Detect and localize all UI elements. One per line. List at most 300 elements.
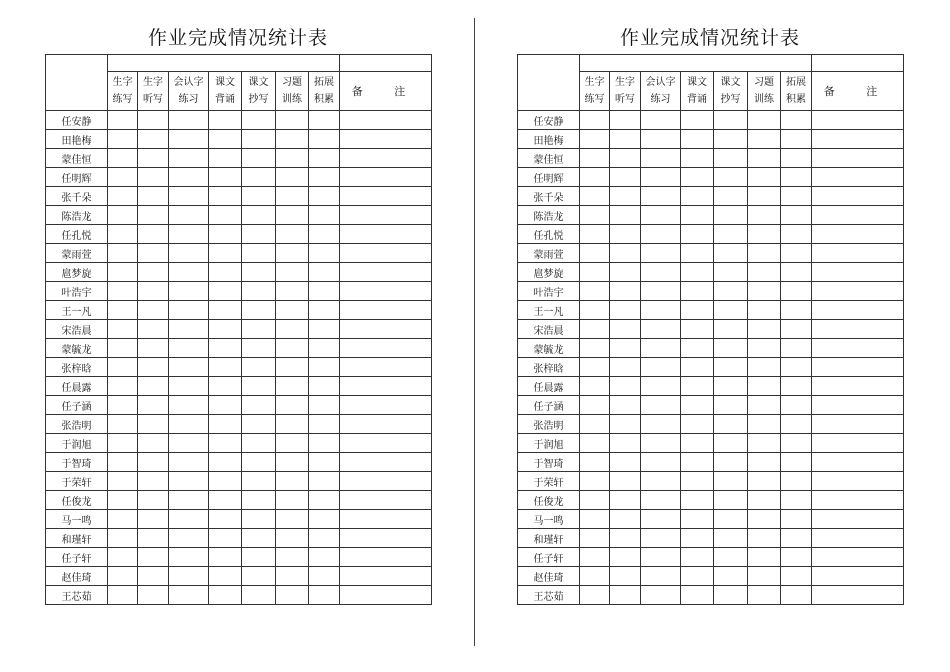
score-cell[interactable] bbox=[641, 263, 681, 282]
score-cell[interactable] bbox=[781, 225, 812, 244]
score-cell[interactable] bbox=[714, 453, 748, 472]
score-cell[interactable] bbox=[242, 339, 276, 358]
remark-cell[interactable] bbox=[340, 320, 432, 339]
score-cell[interactable] bbox=[580, 472, 610, 491]
score-cell[interactable] bbox=[681, 282, 714, 301]
score-cell[interactable] bbox=[781, 149, 812, 168]
score-cell[interactable] bbox=[169, 415, 209, 434]
score-cell[interactable] bbox=[276, 263, 309, 282]
score-cell[interactable] bbox=[209, 396, 242, 415]
remark-cell[interactable] bbox=[812, 453, 904, 472]
score-cell[interactable] bbox=[309, 529, 340, 548]
score-cell[interactable] bbox=[242, 415, 276, 434]
score-cell[interactable] bbox=[610, 586, 641, 605]
score-cell[interactable] bbox=[108, 529, 138, 548]
score-cell[interactable] bbox=[610, 358, 641, 377]
score-cell[interactable] bbox=[309, 206, 340, 225]
score-cell[interactable] bbox=[781, 510, 812, 529]
score-cell[interactable] bbox=[242, 586, 276, 605]
score-cell[interactable] bbox=[169, 548, 209, 567]
score-cell[interactable] bbox=[108, 282, 138, 301]
remark-cell[interactable] bbox=[812, 225, 904, 244]
remark-cell[interactable] bbox=[812, 491, 904, 510]
score-cell[interactable] bbox=[748, 282, 781, 301]
score-cell[interactable] bbox=[748, 434, 781, 453]
remark-cell[interactable] bbox=[340, 453, 432, 472]
score-cell[interactable] bbox=[641, 415, 681, 434]
score-cell[interactable] bbox=[714, 111, 748, 130]
score-cell[interactable] bbox=[681, 415, 714, 434]
score-cell[interactable] bbox=[276, 358, 309, 377]
score-cell[interactable] bbox=[242, 510, 276, 529]
score-cell[interactable] bbox=[748, 244, 781, 263]
score-cell[interactable] bbox=[641, 567, 681, 586]
score-cell[interactable] bbox=[714, 567, 748, 586]
score-cell[interactable] bbox=[610, 434, 641, 453]
score-cell[interactable] bbox=[209, 149, 242, 168]
score-cell[interactable] bbox=[169, 301, 209, 320]
score-cell[interactable] bbox=[714, 472, 748, 491]
score-cell[interactable] bbox=[242, 453, 276, 472]
score-cell[interactable] bbox=[138, 225, 169, 244]
score-cell[interactable] bbox=[714, 263, 748, 282]
score-cell[interactable] bbox=[309, 168, 340, 187]
score-cell[interactable] bbox=[309, 187, 340, 206]
score-cell[interactable] bbox=[276, 111, 309, 130]
score-cell[interactable] bbox=[641, 244, 681, 263]
score-cell[interactable] bbox=[580, 206, 610, 225]
remark-cell[interactable] bbox=[340, 415, 432, 434]
score-cell[interactable] bbox=[209, 130, 242, 149]
score-cell[interactable] bbox=[580, 263, 610, 282]
score-cell[interactable] bbox=[610, 111, 641, 130]
score-cell[interactable] bbox=[242, 548, 276, 567]
score-cell[interactable] bbox=[714, 415, 748, 434]
score-cell[interactable] bbox=[276, 225, 309, 244]
score-cell[interactable] bbox=[580, 396, 610, 415]
score-cell[interactable] bbox=[641, 586, 681, 605]
score-cell[interactable] bbox=[681, 244, 714, 263]
score-cell[interactable] bbox=[169, 320, 209, 339]
score-cell[interactable] bbox=[580, 149, 610, 168]
score-cell[interactable] bbox=[610, 453, 641, 472]
score-cell[interactable] bbox=[748, 358, 781, 377]
score-cell[interactable] bbox=[781, 206, 812, 225]
score-cell[interactable] bbox=[681, 472, 714, 491]
score-cell[interactable] bbox=[138, 168, 169, 187]
score-cell[interactable] bbox=[242, 529, 276, 548]
score-cell[interactable] bbox=[610, 510, 641, 529]
score-cell[interactable] bbox=[108, 263, 138, 282]
score-cell[interactable] bbox=[748, 491, 781, 510]
remark-cell[interactable] bbox=[340, 472, 432, 491]
score-cell[interactable] bbox=[781, 320, 812, 339]
score-cell[interactable] bbox=[580, 377, 610, 396]
remark-cell[interactable] bbox=[812, 301, 904, 320]
score-cell[interactable] bbox=[681, 225, 714, 244]
remark-cell[interactable] bbox=[812, 415, 904, 434]
remark-cell[interactable] bbox=[340, 282, 432, 301]
remark-cell[interactable] bbox=[340, 491, 432, 510]
score-cell[interactable] bbox=[580, 453, 610, 472]
score-cell[interactable] bbox=[108, 415, 138, 434]
score-cell[interactable] bbox=[714, 434, 748, 453]
remark-cell[interactable] bbox=[340, 111, 432, 130]
score-cell[interactable] bbox=[209, 472, 242, 491]
score-cell[interactable] bbox=[209, 206, 242, 225]
score-cell[interactable] bbox=[681, 567, 714, 586]
score-cell[interactable] bbox=[209, 586, 242, 605]
score-cell[interactable] bbox=[681, 320, 714, 339]
score-cell[interactable] bbox=[641, 472, 681, 491]
score-cell[interactable] bbox=[309, 586, 340, 605]
score-cell[interactable] bbox=[138, 510, 169, 529]
score-cell[interactable] bbox=[169, 358, 209, 377]
score-cell[interactable] bbox=[276, 567, 309, 586]
score-cell[interactable] bbox=[309, 472, 340, 491]
remark-cell[interactable] bbox=[812, 586, 904, 605]
remark-cell[interactable] bbox=[340, 396, 432, 415]
score-cell[interactable] bbox=[209, 339, 242, 358]
remark-cell[interactable] bbox=[340, 567, 432, 586]
score-cell[interactable] bbox=[610, 149, 641, 168]
score-cell[interactable] bbox=[309, 548, 340, 567]
score-cell[interactable] bbox=[781, 434, 812, 453]
score-cell[interactable] bbox=[276, 339, 309, 358]
score-cell[interactable] bbox=[641, 225, 681, 244]
score-cell[interactable] bbox=[580, 187, 610, 206]
score-cell[interactable] bbox=[580, 244, 610, 263]
score-cell[interactable] bbox=[276, 301, 309, 320]
score-cell[interactable] bbox=[138, 548, 169, 567]
score-cell[interactable] bbox=[138, 263, 169, 282]
score-cell[interactable] bbox=[138, 434, 169, 453]
score-cell[interactable] bbox=[714, 206, 748, 225]
score-cell[interactable] bbox=[242, 168, 276, 187]
score-cell[interactable] bbox=[276, 415, 309, 434]
score-cell[interactable] bbox=[209, 244, 242, 263]
score-cell[interactable] bbox=[169, 225, 209, 244]
score-cell[interactable] bbox=[242, 358, 276, 377]
remark-cell[interactable] bbox=[812, 130, 904, 149]
score-cell[interactable] bbox=[276, 187, 309, 206]
remark-cell[interactable] bbox=[812, 472, 904, 491]
score-cell[interactable] bbox=[641, 301, 681, 320]
remark-cell[interactable] bbox=[340, 301, 432, 320]
score-cell[interactable] bbox=[714, 529, 748, 548]
score-cell[interactable] bbox=[681, 187, 714, 206]
score-cell[interactable] bbox=[169, 567, 209, 586]
score-cell[interactable] bbox=[138, 472, 169, 491]
score-cell[interactable] bbox=[714, 320, 748, 339]
score-cell[interactable] bbox=[138, 396, 169, 415]
score-cell[interactable] bbox=[108, 358, 138, 377]
score-cell[interactable] bbox=[169, 282, 209, 301]
score-cell[interactable] bbox=[610, 168, 641, 187]
remark-cell[interactable] bbox=[340, 206, 432, 225]
score-cell[interactable] bbox=[309, 320, 340, 339]
score-cell[interactable] bbox=[641, 282, 681, 301]
score-cell[interactable] bbox=[641, 377, 681, 396]
score-cell[interactable] bbox=[781, 301, 812, 320]
remark-cell[interactable] bbox=[812, 282, 904, 301]
score-cell[interactable] bbox=[138, 206, 169, 225]
score-cell[interactable] bbox=[242, 263, 276, 282]
score-cell[interactable] bbox=[209, 320, 242, 339]
remark-cell[interactable] bbox=[812, 168, 904, 187]
score-cell[interactable] bbox=[138, 415, 169, 434]
score-cell[interactable] bbox=[276, 396, 309, 415]
remark-cell[interactable] bbox=[812, 263, 904, 282]
score-cell[interactable] bbox=[681, 377, 714, 396]
score-cell[interactable] bbox=[108, 149, 138, 168]
score-cell[interactable] bbox=[242, 396, 276, 415]
score-cell[interactable] bbox=[169, 244, 209, 263]
score-cell[interactable] bbox=[242, 320, 276, 339]
score-cell[interactable] bbox=[209, 168, 242, 187]
score-cell[interactable] bbox=[781, 415, 812, 434]
score-cell[interactable] bbox=[781, 548, 812, 567]
score-cell[interactable] bbox=[748, 529, 781, 548]
score-cell[interactable] bbox=[169, 377, 209, 396]
score-cell[interactable] bbox=[610, 282, 641, 301]
score-cell[interactable] bbox=[714, 358, 748, 377]
score-cell[interactable] bbox=[138, 130, 169, 149]
score-cell[interactable] bbox=[309, 282, 340, 301]
score-cell[interactable] bbox=[748, 586, 781, 605]
score-cell[interactable] bbox=[169, 339, 209, 358]
score-cell[interactable] bbox=[580, 491, 610, 510]
score-cell[interactable] bbox=[580, 282, 610, 301]
score-cell[interactable] bbox=[641, 187, 681, 206]
score-cell[interactable] bbox=[748, 187, 781, 206]
score-cell[interactable] bbox=[781, 567, 812, 586]
score-cell[interactable] bbox=[781, 168, 812, 187]
score-cell[interactable] bbox=[209, 358, 242, 377]
score-cell[interactable] bbox=[641, 206, 681, 225]
score-cell[interactable] bbox=[610, 187, 641, 206]
score-cell[interactable] bbox=[276, 149, 309, 168]
score-cell[interactable] bbox=[681, 149, 714, 168]
score-cell[interactable] bbox=[108, 130, 138, 149]
score-cell[interactable] bbox=[309, 415, 340, 434]
score-cell[interactable] bbox=[748, 206, 781, 225]
score-cell[interactable] bbox=[681, 130, 714, 149]
score-cell[interactable] bbox=[309, 358, 340, 377]
score-cell[interactable] bbox=[580, 225, 610, 244]
score-cell[interactable] bbox=[610, 548, 641, 567]
score-cell[interactable] bbox=[580, 339, 610, 358]
score-cell[interactable] bbox=[610, 263, 641, 282]
score-cell[interactable] bbox=[242, 434, 276, 453]
score-cell[interactable] bbox=[242, 377, 276, 396]
score-cell[interactable] bbox=[309, 377, 340, 396]
score-cell[interactable] bbox=[209, 377, 242, 396]
score-cell[interactable] bbox=[138, 358, 169, 377]
score-cell[interactable] bbox=[641, 130, 681, 149]
score-cell[interactable] bbox=[641, 510, 681, 529]
score-cell[interactable] bbox=[108, 339, 138, 358]
score-cell[interactable] bbox=[681, 396, 714, 415]
score-cell[interactable] bbox=[242, 225, 276, 244]
score-cell[interactable] bbox=[169, 586, 209, 605]
score-cell[interactable] bbox=[580, 567, 610, 586]
score-cell[interactable] bbox=[641, 548, 681, 567]
remark-cell[interactable] bbox=[812, 567, 904, 586]
score-cell[interactable] bbox=[108, 396, 138, 415]
score-cell[interactable] bbox=[580, 434, 610, 453]
score-cell[interactable] bbox=[209, 491, 242, 510]
score-cell[interactable] bbox=[108, 586, 138, 605]
score-cell[interactable] bbox=[276, 168, 309, 187]
score-cell[interactable] bbox=[309, 434, 340, 453]
score-cell[interactable] bbox=[748, 111, 781, 130]
score-cell[interactable] bbox=[242, 301, 276, 320]
score-cell[interactable] bbox=[276, 491, 309, 510]
score-cell[interactable] bbox=[580, 529, 610, 548]
score-cell[interactable] bbox=[580, 301, 610, 320]
score-cell[interactable] bbox=[242, 472, 276, 491]
score-cell[interactable] bbox=[108, 187, 138, 206]
remark-cell[interactable] bbox=[812, 377, 904, 396]
remark-cell[interactable] bbox=[812, 206, 904, 225]
score-cell[interactable] bbox=[309, 263, 340, 282]
score-cell[interactable] bbox=[276, 510, 309, 529]
score-cell[interactable] bbox=[748, 377, 781, 396]
score-cell[interactable] bbox=[138, 567, 169, 586]
score-cell[interactable] bbox=[681, 263, 714, 282]
score-cell[interactable] bbox=[309, 111, 340, 130]
score-cell[interactable] bbox=[309, 244, 340, 263]
score-cell[interactable] bbox=[242, 149, 276, 168]
score-cell[interactable] bbox=[169, 168, 209, 187]
score-cell[interactable] bbox=[108, 111, 138, 130]
score-cell[interactable] bbox=[108, 472, 138, 491]
score-cell[interactable] bbox=[781, 586, 812, 605]
score-cell[interactable] bbox=[138, 320, 169, 339]
score-cell[interactable] bbox=[209, 263, 242, 282]
score-cell[interactable] bbox=[681, 339, 714, 358]
score-cell[interactable] bbox=[681, 529, 714, 548]
score-cell[interactable] bbox=[681, 510, 714, 529]
score-cell[interactable] bbox=[681, 586, 714, 605]
score-cell[interactable] bbox=[580, 586, 610, 605]
score-cell[interactable] bbox=[209, 225, 242, 244]
remark-cell[interactable] bbox=[340, 529, 432, 548]
score-cell[interactable] bbox=[169, 130, 209, 149]
score-cell[interactable] bbox=[681, 301, 714, 320]
score-cell[interactable] bbox=[641, 168, 681, 187]
score-cell[interactable] bbox=[108, 320, 138, 339]
score-cell[interactable] bbox=[242, 130, 276, 149]
score-cell[interactable] bbox=[169, 149, 209, 168]
score-cell[interactable] bbox=[610, 529, 641, 548]
score-cell[interactable] bbox=[781, 453, 812, 472]
score-cell[interactable] bbox=[309, 491, 340, 510]
score-cell[interactable] bbox=[610, 130, 641, 149]
score-cell[interactable] bbox=[781, 396, 812, 415]
score-cell[interactable] bbox=[714, 396, 748, 415]
score-cell[interactable] bbox=[748, 472, 781, 491]
score-cell[interactable] bbox=[641, 111, 681, 130]
score-cell[interactable] bbox=[580, 111, 610, 130]
score-cell[interactable] bbox=[610, 320, 641, 339]
score-cell[interactable] bbox=[681, 111, 714, 130]
score-cell[interactable] bbox=[276, 282, 309, 301]
score-cell[interactable] bbox=[580, 130, 610, 149]
score-cell[interactable] bbox=[610, 339, 641, 358]
score-cell[interactable] bbox=[276, 320, 309, 339]
score-cell[interactable] bbox=[138, 453, 169, 472]
remark-cell[interactable] bbox=[340, 358, 432, 377]
score-cell[interactable] bbox=[681, 453, 714, 472]
score-cell[interactable] bbox=[641, 358, 681, 377]
score-cell[interactable] bbox=[781, 491, 812, 510]
score-cell[interactable] bbox=[138, 187, 169, 206]
score-cell[interactable] bbox=[276, 130, 309, 149]
score-cell[interactable] bbox=[781, 130, 812, 149]
score-cell[interactable] bbox=[242, 244, 276, 263]
score-cell[interactable] bbox=[169, 453, 209, 472]
remark-cell[interactable] bbox=[340, 187, 432, 206]
score-cell[interactable] bbox=[714, 130, 748, 149]
score-cell[interactable] bbox=[108, 453, 138, 472]
score-cell[interactable] bbox=[276, 377, 309, 396]
score-cell[interactable] bbox=[641, 339, 681, 358]
score-cell[interactable] bbox=[714, 187, 748, 206]
score-cell[interactable] bbox=[748, 130, 781, 149]
score-cell[interactable] bbox=[748, 567, 781, 586]
score-cell[interactable] bbox=[748, 339, 781, 358]
score-cell[interactable] bbox=[781, 472, 812, 491]
score-cell[interactable] bbox=[138, 377, 169, 396]
score-cell[interactable] bbox=[108, 510, 138, 529]
score-cell[interactable] bbox=[714, 225, 748, 244]
remark-cell[interactable] bbox=[812, 434, 904, 453]
score-cell[interactable] bbox=[169, 434, 209, 453]
remark-cell[interactable] bbox=[340, 130, 432, 149]
score-cell[interactable] bbox=[714, 510, 748, 529]
score-cell[interactable] bbox=[580, 320, 610, 339]
remark-cell[interactable] bbox=[340, 434, 432, 453]
score-cell[interactable] bbox=[714, 548, 748, 567]
score-cell[interactable] bbox=[309, 396, 340, 415]
score-cell[interactable] bbox=[641, 529, 681, 548]
score-cell[interactable] bbox=[108, 434, 138, 453]
score-cell[interactable] bbox=[309, 149, 340, 168]
remark-cell[interactable] bbox=[340, 339, 432, 358]
score-cell[interactable] bbox=[242, 206, 276, 225]
score-cell[interactable] bbox=[748, 263, 781, 282]
score-cell[interactable] bbox=[309, 130, 340, 149]
score-cell[interactable] bbox=[169, 111, 209, 130]
score-cell[interactable] bbox=[714, 244, 748, 263]
score-cell[interactable] bbox=[209, 282, 242, 301]
score-cell[interactable] bbox=[681, 206, 714, 225]
remark-cell[interactable] bbox=[812, 339, 904, 358]
remark-cell[interactable] bbox=[340, 510, 432, 529]
score-cell[interactable] bbox=[714, 168, 748, 187]
score-cell[interactable] bbox=[610, 567, 641, 586]
score-cell[interactable] bbox=[681, 491, 714, 510]
score-cell[interactable] bbox=[748, 168, 781, 187]
score-cell[interactable] bbox=[641, 396, 681, 415]
score-cell[interactable] bbox=[138, 586, 169, 605]
remark-cell[interactable] bbox=[812, 529, 904, 548]
score-cell[interactable] bbox=[108, 168, 138, 187]
score-cell[interactable] bbox=[580, 510, 610, 529]
remark-cell[interactable] bbox=[340, 263, 432, 282]
